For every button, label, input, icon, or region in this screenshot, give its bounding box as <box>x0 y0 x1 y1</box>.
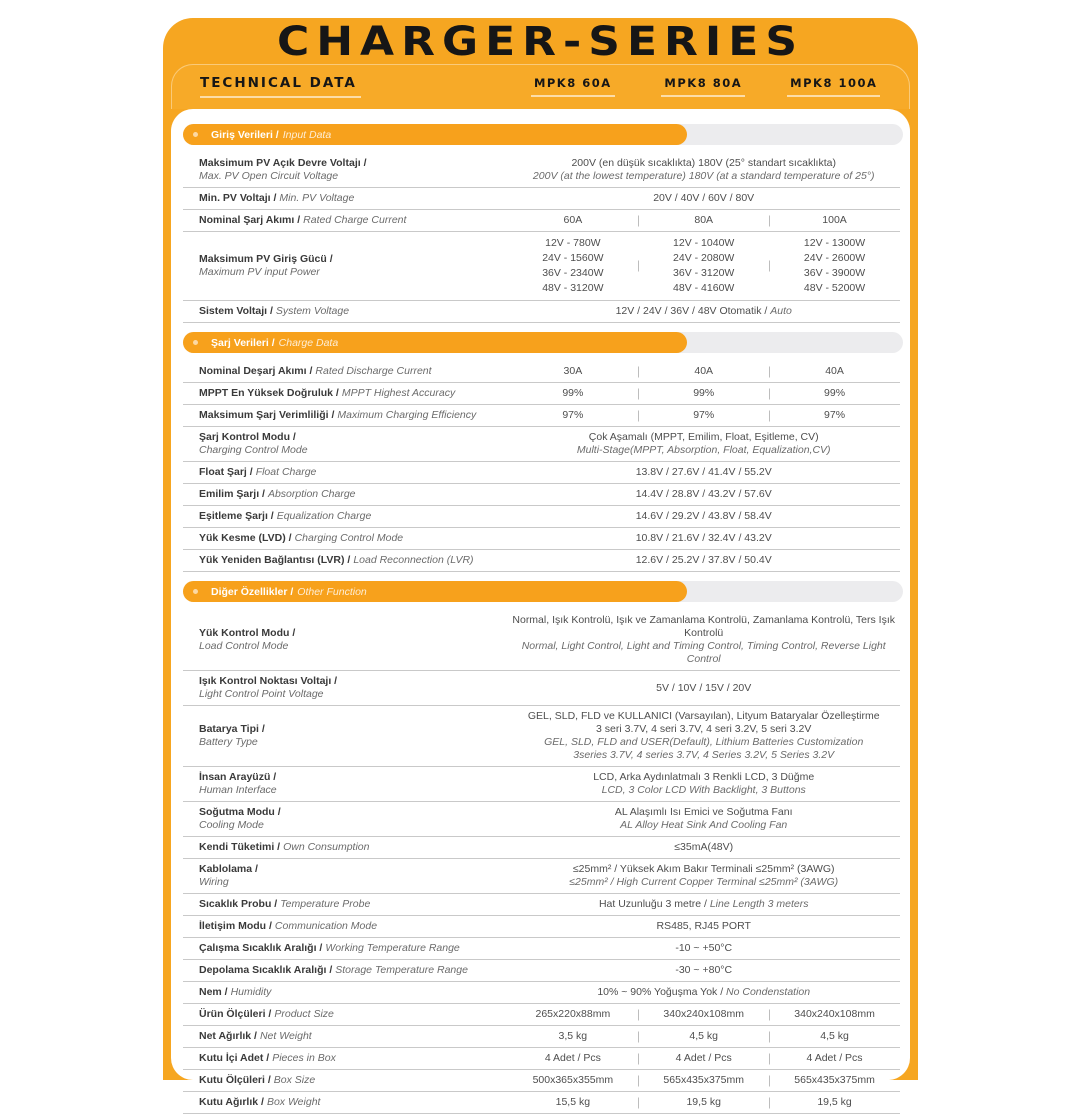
column-header-mpk8-60a <box>508 74 638 97</box>
row-value-line: 48V - 3120W <box>542 282 604 294</box>
row-value <box>507 1052 900 1065</box>
row-label-en: Human Interface <box>199 784 277 796</box>
table-row <box>183 894 900 916</box>
row-value-cell: 19,5 kg <box>769 1096 900 1109</box>
row-value-line: 12V - 1300W <box>803 237 866 249</box>
row-value-line: 12.6V / 25.2V / 37.8V / 50.4V <box>635 554 772 566</box>
column-header-mpk8-100a-label: MPK8 100A <box>787 74 880 97</box>
row-value-cell <box>769 236 900 296</box>
row-value-cell: 60A <box>563 214 583 226</box>
section-bullet-icon <box>193 589 198 594</box>
row-label-en: Working Temperature Range <box>325 942 460 954</box>
row-value <box>507 409 900 422</box>
row-label-tr: Şarj Kontrol Modu / <box>199 431 296 443</box>
row-label-tr: Yük Yeniden Bağlantısı (LVR) / <box>199 554 351 566</box>
row-label <box>199 466 507 479</box>
section-header-input-data <box>183 124 687 145</box>
row-label <box>199 1074 507 1087</box>
row-value-line: 48V - 5200W <box>803 282 866 294</box>
row-value-line: 10% ~ 90% Yoğuşma Yok / No Condenstation <box>597 986 811 998</box>
row-value-line: 48V - 4160W <box>673 282 735 294</box>
row-value-cell: 4,5 kg <box>638 1030 769 1043</box>
row-value <box>507 614 900 666</box>
row-value <box>507 806 900 832</box>
row-label-en: Load Reconnection (LVR) <box>353 554 474 566</box>
row-label-en: Net Weight <box>259 1030 312 1042</box>
row-value-cell: 565x435x375mm <box>638 1074 769 1087</box>
row-value-line: Hat Uzunluğu 3 metre / Line Length 3 meters <box>598 898 809 910</box>
row-value-line: Normal, Light Control, Light and Timing Control, Timing Control, Reverse Light Control <box>521 640 886 665</box>
table-row <box>183 1026 900 1048</box>
table-row <box>183 550 900 572</box>
technical-data-bar <box>171 64 910 109</box>
row-value-cell: 4 Adet / Pcs <box>769 1052 900 1065</box>
row-label-tr: Kutu Ölçüleri / <box>199 1074 271 1086</box>
row-value <box>507 157 900 183</box>
row-label <box>199 192 507 205</box>
row-value <box>507 1008 900 1021</box>
table-row <box>183 301 900 323</box>
row-label-en: MPPT Highest Accuracy <box>341 387 456 399</box>
section-title-en: Other Function <box>297 585 367 598</box>
row-value-cell: 100A <box>769 214 900 227</box>
row-label-tr: Kendi Tüketimi / <box>199 841 281 853</box>
row-label-tr: Işık Kontrol Noktası Voltajı / <box>199 675 338 687</box>
section-title-en: Charge Data <box>278 336 339 349</box>
row-label <box>199 964 507 977</box>
row-value-cell: 565x435x375mm <box>769 1074 900 1087</box>
row-label-en: Max. PV Open Circuit Voltage <box>199 170 339 182</box>
row-value-cell: 4 Adet / Pcs <box>638 1052 769 1065</box>
row-value-line: LCD, 3 Color LCD With Backlight, 3 Buttons <box>601 784 806 796</box>
table-row <box>183 916 900 938</box>
row-label-en: Equalization Charge <box>276 510 372 522</box>
table-row <box>183 837 900 859</box>
row-label-tr: Kutu Ağırlık / <box>199 1096 264 1108</box>
row-value-cell: 97% <box>638 409 769 422</box>
row-label <box>199 253 507 279</box>
row-value-cell: 4 Adet / Pcs <box>544 1052 601 1064</box>
row-value-line: -10 ~ +50°C <box>675 942 733 954</box>
row-label-tr: Kutu İçi Adet / <box>199 1052 270 1064</box>
table-row <box>183 232 900 301</box>
row-value-line: Çok Aşamalı (MPPT, Emilim, Float, Eşitleme, CV) <box>588 431 819 443</box>
table-row <box>183 1070 900 1092</box>
row-value-cell: 40A <box>638 365 769 378</box>
row-label-tr: Min. PV Voltajı / <box>199 192 277 204</box>
section-header-track-charge-data <box>183 332 903 353</box>
row-value <box>507 431 900 457</box>
row-label-en: Product Size <box>274 1008 334 1020</box>
row-value-line: 5V / 10V / 15V / 20V <box>656 681 752 694</box>
row-label-en: Temperature Probe <box>280 898 371 910</box>
row-label <box>199 863 507 889</box>
row-label <box>199 431 507 457</box>
row-label-en: Wiring <box>199 876 229 888</box>
row-value-cell: 19,5 kg <box>638 1096 769 1109</box>
table-row <box>183 671 900 706</box>
row-label <box>199 305 507 318</box>
row-value-cell: 3,5 kg <box>558 1030 588 1042</box>
row-value <box>507 771 900 797</box>
row-value-line: 200V (at the lowest temperature) 180V (at a standard temperature of 25°) <box>532 170 875 182</box>
row-label-tr: Sıcaklık Probu / <box>199 898 278 910</box>
row-label-en: Communication Mode <box>274 920 378 932</box>
row-value-line: 13.8V / 27.6V / 41.4V / 55.2V <box>635 466 772 478</box>
row-value-line: 12V - 1040W <box>673 237 735 249</box>
row-label-en: Load Control Mode <box>199 640 289 652</box>
row-value <box>507 863 900 889</box>
table-row <box>183 484 900 506</box>
row-value-line: 36V - 2340W <box>542 267 604 279</box>
row-value <box>507 942 900 955</box>
row-value <box>507 305 900 318</box>
table-row <box>183 153 900 188</box>
row-value-cell: 340x240x108mm <box>638 1008 769 1021</box>
column-header-mpk8-100a <box>769 74 899 97</box>
row-label <box>199 157 507 183</box>
table-row <box>183 427 900 462</box>
row-value <box>507 964 900 977</box>
section-title-tr: Giriş Verileri / <box>211 128 279 141</box>
section-header-track-other-function <box>183 581 903 602</box>
row-label-en: Maximum Charging Efficiency <box>337 409 477 421</box>
table-row <box>183 405 900 427</box>
row-value-line: 10.8V / 21.6V / 32.4V / 43.2V <box>635 532 772 544</box>
row-value-line: 12V / 24V / 36V / 48V Otomatik / Auto <box>615 305 792 317</box>
row-label <box>199 1008 507 1021</box>
row-label-tr: Nem / <box>199 986 228 998</box>
row-label <box>199 387 507 400</box>
row-value <box>507 488 900 501</box>
row-value-line: 3 seri 3.7V, 4 seri 3.7V, 4 seri 3.2V, 5 seri 3.2V <box>596 723 812 735</box>
row-label <box>199 841 507 854</box>
row-value-cell: 97% <box>562 409 584 421</box>
column-header-mpk8-80a <box>638 74 768 97</box>
row-value <box>507 841 900 854</box>
row-label-en: Light Control Point Voltage <box>199 688 324 700</box>
row-label <box>199 365 507 378</box>
row-value <box>507 1074 900 1087</box>
table-row <box>183 361 900 383</box>
section-bullet-icon <box>193 340 198 345</box>
technical-data-label-wrap <box>200 73 508 98</box>
row-value-cell: 30A <box>563 365 583 377</box>
row-value-cell <box>507 236 638 296</box>
row-label <box>199 627 507 653</box>
row-label-tr: Eşitleme Şarjı / <box>199 510 274 522</box>
row-label-en: Rated Charge Current <box>303 214 407 226</box>
row-value-line: 24V - 1560W <box>542 252 604 264</box>
row-value-line: GEL, SLD, FLD ve KULLANICI (Varsayılan), Lityum Bataryalar Özelleştirme <box>527 710 880 722</box>
row-value <box>507 710 900 762</box>
row-label-en: Own Consumption <box>283 841 370 853</box>
row-label-en: Min. PV Voltage <box>279 192 355 204</box>
section-bullet-icon <box>193 132 198 137</box>
section-header-other-function <box>183 581 687 602</box>
table-row <box>183 802 900 837</box>
row-label-en: Box Size <box>273 1074 316 1086</box>
row-value-cell: 99% <box>562 387 584 399</box>
row-label-tr: Maksimum PV Giriş Gücü / <box>199 253 333 265</box>
row-label-en: Battery Type <box>199 736 258 748</box>
row-label-tr: Nominal Deşarj Akımı / <box>199 365 313 377</box>
table-row <box>183 1092 900 1114</box>
row-label-tr: Net Ağırlık / <box>199 1030 257 1042</box>
row-value-line: 24V - 2600W <box>803 252 866 264</box>
table-row <box>183 462 900 484</box>
row-value-line: AL Alloy Heat Sink And Cooling Fan <box>620 819 788 831</box>
row-label <box>199 806 507 832</box>
row-label <box>199 723 507 749</box>
row-label-tr: Yük Kesme (LVD) / <box>199 532 292 544</box>
row-label-en: Float Charge <box>255 466 317 478</box>
row-label <box>199 1030 507 1043</box>
row-value-line: 24V - 2080W <box>673 252 735 264</box>
row-label-en: Humidity <box>230 986 272 998</box>
section-title-en: Input Data <box>282 128 332 141</box>
row-label-en: Storage Temperature Range <box>335 964 468 976</box>
row-label-tr: Float Şarj / <box>199 466 253 478</box>
row-label <box>199 898 507 911</box>
column-header-mpk8-60a-label: MPK8 60A <box>531 74 615 97</box>
row-label <box>199 532 507 545</box>
row-label <box>199 920 507 933</box>
row-label-tr: Batarya Tipi / <box>199 723 265 735</box>
row-value-line: ≤35mA(48V) <box>674 841 734 853</box>
row-value <box>507 466 900 479</box>
row-label-tr: Sistem Voltajı / <box>199 305 273 317</box>
row-value-cell <box>638 236 769 296</box>
section-title-tr: Diğer Özellikler / <box>211 585 294 598</box>
row-value-line: 14.6V / 29.2V / 43.8V / 58.4V <box>635 510 772 522</box>
table-row <box>183 210 900 232</box>
row-value-line: GEL, SLD, FLD and USER(Default), Lithium Batteries Customization <box>544 736 864 748</box>
row-value <box>507 682 900 695</box>
row-value-line: Normal, Işık Kontrolü, Işık ve Zamanlama Kontrolü, Zamanlama Kontrolü, Ters Işık Kontrolü <box>512 614 896 639</box>
row-value <box>507 532 900 545</box>
row-label <box>199 675 507 701</box>
row-value-cell: 265x220x88mm <box>535 1008 611 1020</box>
row-label-tr: Ürün Ölçüleri / <box>199 1008 272 1020</box>
row-value-line: 20V / 40V / 60V / 80V <box>653 192 755 204</box>
row-value <box>507 554 900 567</box>
table-row <box>183 610 900 671</box>
row-label-tr: Maksimum Şarj Verimliliği / <box>199 409 335 421</box>
row-value-line: -30 ~ +80°C <box>675 964 733 976</box>
row-label-en: Charging Control Mode <box>199 444 308 456</box>
table-row <box>183 1004 900 1026</box>
row-value <box>507 898 900 911</box>
row-value-cell: 340x240x108mm <box>769 1008 900 1021</box>
row-value-cell: 40A <box>769 365 900 378</box>
table-row <box>183 706 900 767</box>
row-value-cell: 500x365x355mm <box>532 1074 614 1086</box>
row-label-tr: Çalışma Sıcaklık Aralığı / <box>199 942 323 954</box>
row-label <box>199 986 507 999</box>
table-row <box>183 960 900 982</box>
row-value-line: 14.4V / 28.8V / 43.2V / 57.6V <box>635 488 772 500</box>
row-value <box>507 387 900 400</box>
page-title: CHARGER-SERIES <box>276 17 805 65</box>
row-label-tr: Nominal Şarj Akımı / <box>199 214 301 226</box>
table-row <box>183 859 900 894</box>
row-label <box>199 214 507 227</box>
table-row <box>183 528 900 550</box>
row-label-tr: Emilim Şarjı / <box>199 488 265 500</box>
row-label-tr: Kablolama / <box>199 863 258 875</box>
row-label-en: Charging Control Mode <box>294 532 404 544</box>
row-label <box>199 409 507 422</box>
row-label-en: Rated Discharge Current <box>315 365 432 377</box>
spec-table <box>171 109 910 1108</box>
row-value-line: LCD, Arka Aydınlatmalı 3 Renkli LCD, 3 Düğme <box>593 771 815 783</box>
row-label-en: Box Weight <box>266 1096 321 1108</box>
row-value <box>507 510 900 523</box>
row-value <box>507 986 900 999</box>
row-value <box>507 192 900 205</box>
table-row <box>183 767 900 802</box>
row-value-line: 200V (en düşük sıcaklıkta) 180V (25° standart sıcaklıkta) <box>571 157 836 169</box>
row-value-line: AL Alaşımlı Isı Emici ve Soğutma Fanı <box>614 806 793 818</box>
row-label-tr: MPPT En Yüksek Doğruluk / <box>199 387 339 399</box>
row-value-line: 12V - 780W <box>545 237 601 249</box>
model-column-headers <box>508 74 899 97</box>
section-title-tr: Şarj Verileri / <box>211 336 275 349</box>
row-label-en: Pieces in Box <box>272 1052 336 1064</box>
row-value <box>507 236 900 296</box>
row-label-en: Cooling Mode <box>199 819 264 831</box>
row-value-line: Multi-Stage(MPPT, Absorption, Float, Equalization,CV) <box>576 444 831 456</box>
table-row <box>183 938 900 960</box>
table-row <box>183 188 900 210</box>
row-label <box>199 1096 507 1109</box>
row-label-en: System Voltage <box>275 305 350 317</box>
row-value-cell: 80A <box>638 214 769 227</box>
row-value-cell: 99% <box>769 387 900 400</box>
table-row <box>183 1048 900 1070</box>
table-row <box>183 383 900 405</box>
row-value-cell: 15,5 kg <box>555 1096 591 1108</box>
row-label-en: Absorption Charge <box>267 488 356 500</box>
brochure-card <box>163 17 918 1108</box>
row-value-line: 36V - 3900W <box>803 267 866 279</box>
row-value-line: 3series 3.7V, 4 series 3.7V, 4 Series 3.2V, 5 Series 3.2V <box>573 749 835 761</box>
row-label <box>199 510 507 523</box>
table-row <box>183 506 900 528</box>
row-value-cell: 4,5 kg <box>769 1030 900 1043</box>
row-value-line: 36V - 3120W <box>673 267 735 279</box>
row-value-line: ≤25mm² / Yüksek Akım Bakır Terminali ≤25mm² (3AWG) <box>572 863 835 875</box>
row-label <box>199 771 507 797</box>
row-label-tr: İletişim Modu / <box>199 920 272 932</box>
row-label-tr: İnsan Arayüzü / <box>199 771 277 783</box>
row-label-tr: Depolama Sıcaklık Aralığı / <box>199 964 333 976</box>
section-header-track-input-data <box>183 124 903 145</box>
column-header-mpk8-80a-label: MPK8 80A <box>661 74 745 97</box>
row-value <box>507 920 900 933</box>
row-label <box>199 942 507 955</box>
row-value-line: ≤25mm² / High Current Copper Terminal ≤25mm² (3AWG) <box>569 876 839 888</box>
section-header-charge-data <box>183 332 687 353</box>
row-label <box>199 554 507 567</box>
technical-data-label: TECHNICAL DATA <box>200 73 361 98</box>
row-label <box>199 1052 507 1065</box>
row-value-cell: 99% <box>638 387 769 400</box>
row-label-tr: Soğutma Modu / <box>199 806 281 818</box>
row-label <box>199 488 507 501</box>
row-value-cell: 97% <box>769 409 900 422</box>
row-value-line: RS485, RJ45 PORT <box>656 920 751 932</box>
row-value <box>507 1030 900 1043</box>
row-value <box>507 1096 900 1109</box>
row-label-tr: Yük Kontrol Modu / <box>199 627 296 639</box>
row-value <box>507 365 900 378</box>
table-row <box>183 982 900 1004</box>
row-value <box>507 214 900 227</box>
row-label-en: Maximum PV input Power <box>199 266 320 278</box>
row-label-tr: Maksimum PV Açık Devre Voltajı / <box>199 157 367 169</box>
